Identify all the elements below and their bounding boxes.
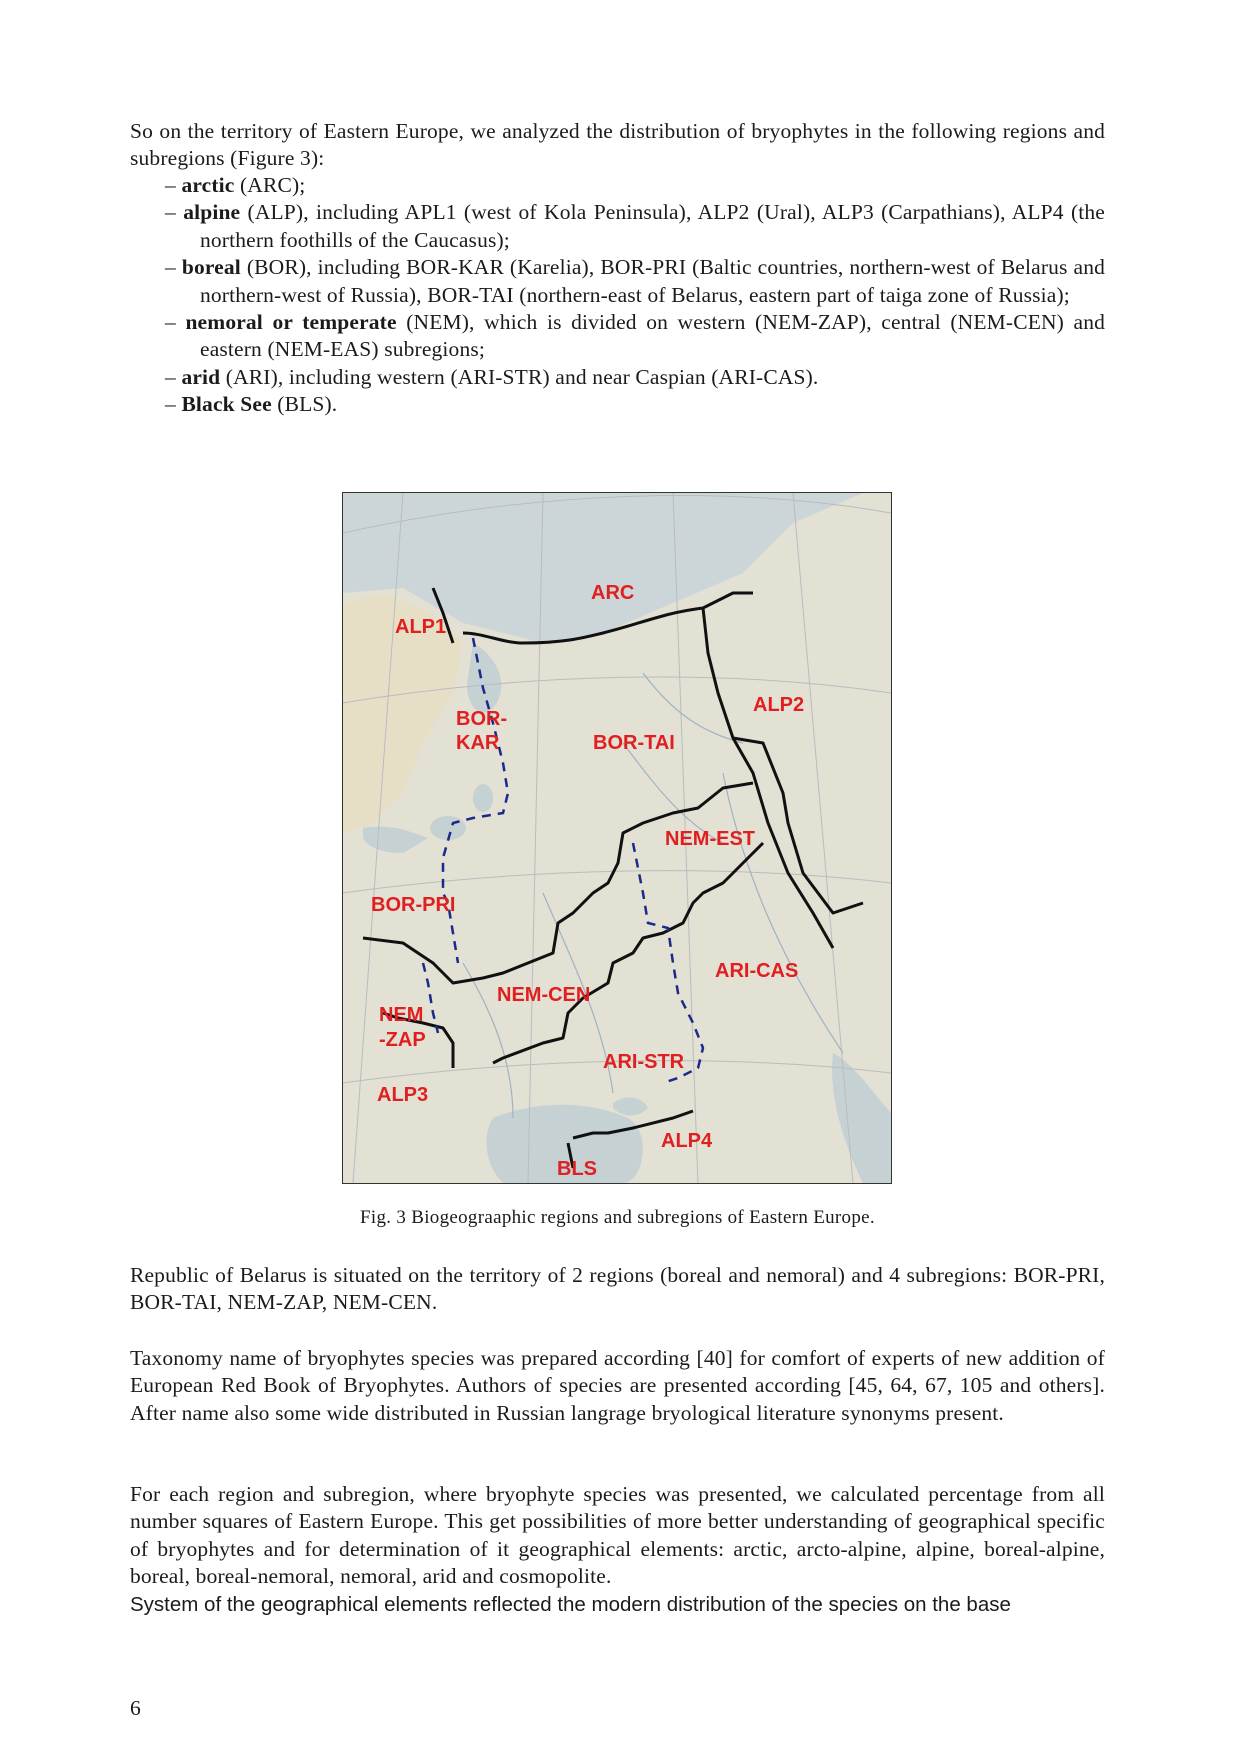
label-alp4: ALP4 xyxy=(661,1130,713,1152)
label-alp2: ALP2 xyxy=(753,694,805,716)
label-nem-zap-1: NEM xyxy=(379,1004,424,1026)
region-item-arctic xyxy=(165,172,1105,199)
figure-caption: Fig. 3 Biogeograaphic regions and subregions of Eastern Europe. xyxy=(360,1207,875,1228)
region-name: arid xyxy=(181,364,221,389)
regions-map xyxy=(343,493,891,1183)
paragraph-text: Republic of Belarus is situated on the territory of 2 regions (boreal and nemoral) and 4 subregions: BOR-PRI, BOR-TAI, NEM-ZAP, NEM-CEN. xyxy=(130,1263,1105,1315)
label-bor-kar-2: KAR xyxy=(456,732,500,754)
list-dash: – xyxy=(165,200,184,225)
paragraph-text-part: For each region and subregion, where bryophyte species was presented, we calculated percentage from all number squares of Eastern Europe. This get possibilities of more better understanding of geographical specific of bryophytes and for determination of it geographical elements: arctic, arcto-alpine, alpine, boreal-alpine, boreal, boreal-nemoral, nemoral, arid and cosmopolite. xyxy=(130,1482,1105,1589)
region-desc: (NEM), which is divided on western (NEM-ZAP), central (NEM-CEN) and eastern (NEM-EAS) subregions; xyxy=(200,310,1106,362)
list-dash: – xyxy=(165,255,182,280)
list-dash: – xyxy=(165,310,186,335)
region-desc: (ARI), including western (ARI-STR) and near Caspian (ARI-CAS). xyxy=(220,364,819,389)
region-item-nemoral xyxy=(165,309,1105,364)
region-desc: (ARC); xyxy=(234,173,306,197)
paragraph-belarus xyxy=(130,1262,1105,1317)
label-nem-cen: NEM-CEN xyxy=(497,984,591,1006)
paragraph-text-last-line: System of the geographical elements reflected the modern distribution of the species on the base xyxy=(130,1592,1011,1616)
paragraph-taxonomy xyxy=(130,1345,1105,1427)
region-desc: (BLS). xyxy=(271,392,338,417)
label-nem-zap-2: -ZAP xyxy=(379,1029,426,1051)
region-name: alpine xyxy=(183,200,241,225)
label-bor-kar-1: BOR- xyxy=(456,708,508,730)
paragraph-percentages xyxy=(130,1481,1105,1618)
paragraph-text: Taxonomy name of bryophytes species was prepared according [40] for comfort of experts of new addition of European Red Book of Bryophytes. Authors of species are presented according [45, 64, 67, 105 and others]. After name also some wide distributed in Russian langrage bryological literature synonyms present. xyxy=(130,1346,1105,1425)
list-dash: – xyxy=(165,173,182,197)
list-dash: – xyxy=(165,392,182,417)
map-lake-onega xyxy=(473,784,493,812)
paragraph-text xyxy=(130,1481,1105,1591)
label-nem-est: NEM-EST xyxy=(665,828,755,850)
label-alp3: ALP3 xyxy=(377,1084,429,1106)
regions-list xyxy=(130,172,1105,419)
region-name: Black See xyxy=(181,392,272,417)
list-dash: – xyxy=(165,364,182,389)
region-name: arctic xyxy=(181,173,235,197)
label-ari-cas: ARI-CAS xyxy=(715,960,799,982)
label-ari-str: ARI-STR xyxy=(603,1051,685,1073)
label-bor-pri: BOR-PRI xyxy=(371,894,456,916)
region-desc: (BOR), including BOR-KAR (Karelia), BOR-PRI (Baltic countries, northern-west of Belarus and northern-west of Russia), BOR-TAI (northern-east of Belarus, eastern part of taiga zone of Russia); xyxy=(200,255,1105,307)
region-item-arid xyxy=(165,364,1105,391)
label-arc: ARC xyxy=(591,582,635,604)
label-alp1: ALP1 xyxy=(395,616,447,638)
region-item-alpine xyxy=(165,199,1105,254)
region-item-boreal xyxy=(165,254,1105,309)
region-name: nemoral or temperate xyxy=(185,310,397,335)
region-name: boreal xyxy=(181,255,241,280)
intro-paragraph xyxy=(130,118,1105,173)
region-item-black-sea xyxy=(165,391,1105,418)
label-bls: BLS xyxy=(557,1158,597,1180)
region-desc: (ALP), including APL1 (west of Kola Peninsula), ALP2 (Ural), ALP3 (Carpathians), ALP4 (the northern foothills of the Caucasus); xyxy=(200,200,1105,252)
map-figure xyxy=(342,492,892,1184)
page-number: 6 xyxy=(130,1696,141,1720)
intro-text: So on the territory of Eastern Europe, we analyzed the distribution of bryophytes in the following regions and subregions (Figure 3): xyxy=(130,119,1105,171)
label-bor-tai: BOR-TAI xyxy=(593,732,675,754)
